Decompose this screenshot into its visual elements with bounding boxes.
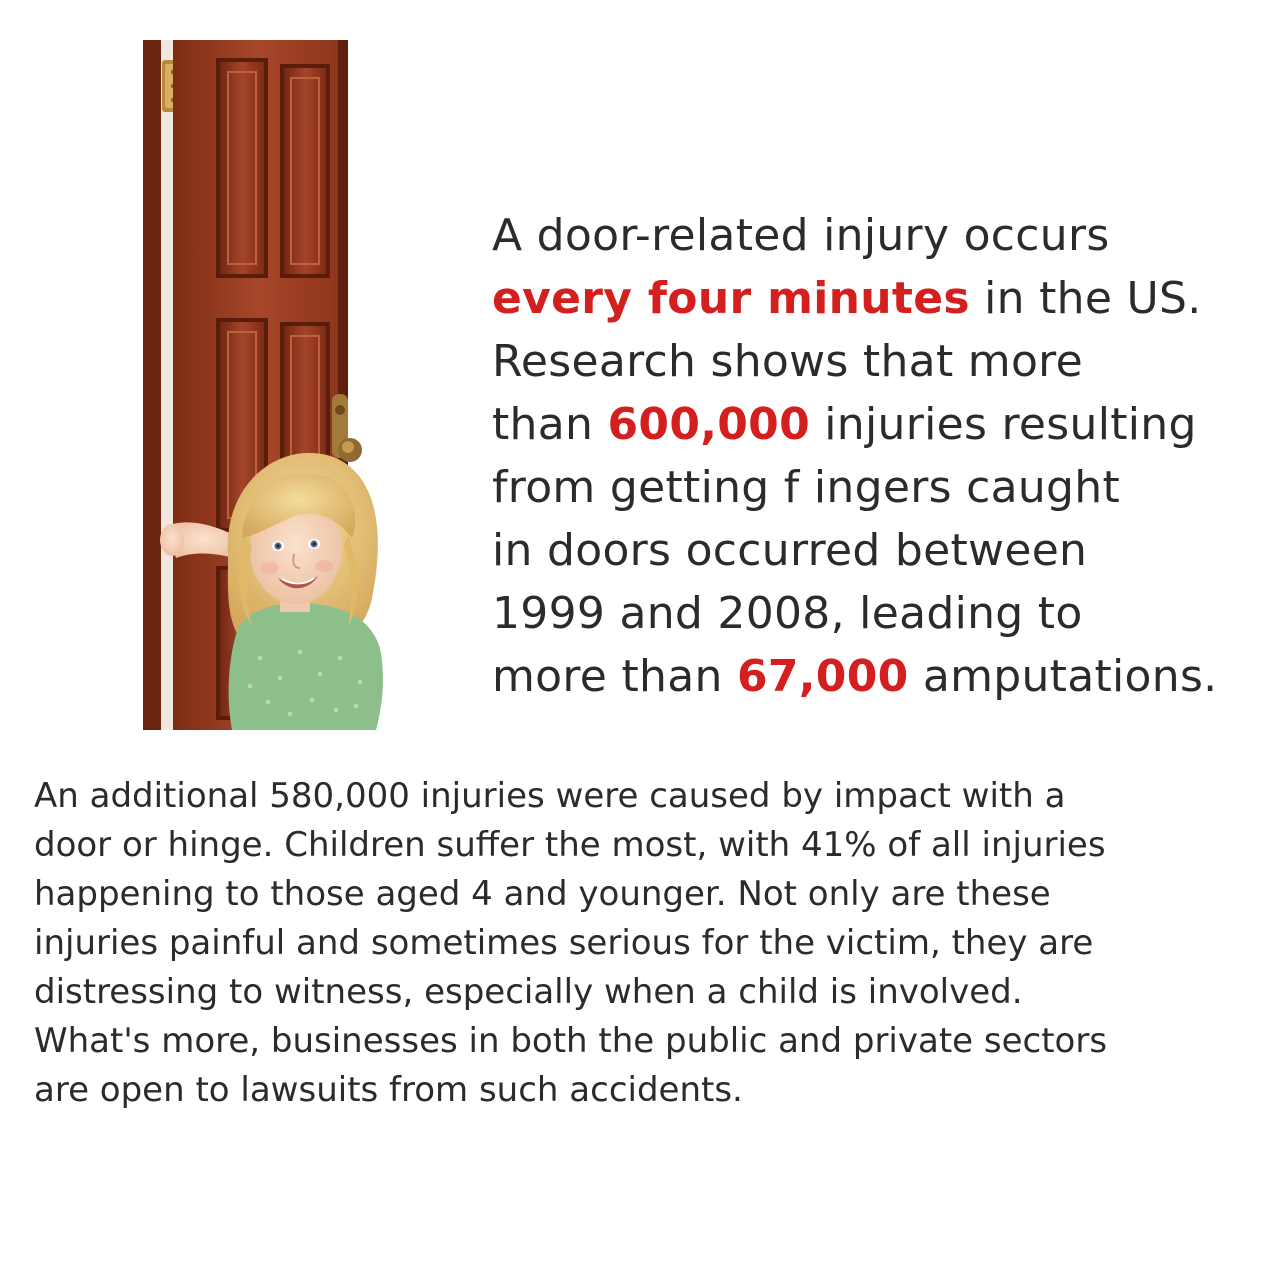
headline-line: Research shows that more [492,336,1083,387]
body-line: happening to those aged 4 and younger. Not only are these [34,874,1051,914]
body-line: An additional 580,000 injuries were caused by impact with a [34,776,1066,816]
door-frame [143,40,173,730]
headline-line [492,267,1280,330]
door-child-illustration [140,38,400,730]
door-knob-icon [332,394,362,462]
highlight-amputation-count: 67,000 [736,651,909,702]
body-line: distressing to witness, especially when a child is involved. [34,972,1023,1012]
headline-text: than [492,399,608,450]
body-line: are open to lawsuits from such accidents. [34,1070,743,1110]
headline-line [492,393,1280,456]
headline-text: amputations. [908,651,1218,702]
headline-text: in the US. [969,273,1202,324]
headline-line: A door-related injury occurs [492,210,1110,261]
headline-line: in doors occurred between [492,525,1088,576]
headline-line: from getting f ingers caught [492,462,1121,513]
headline-statistics [492,204,1280,708]
body-paragraph [34,772,1264,1115]
body-line: What's more, businesses in both the public and private sectors [34,1021,1108,1061]
headline-line: 1999 and 2008, leading to [492,588,1083,639]
headline-line [492,645,1280,708]
body-line: injuries painful and sometimes serious for the victim, they are [34,923,1094,963]
headline-text: more than [492,651,737,702]
body-line: door or hinge. Children suffer the most, with 41% of all injuries [34,825,1106,865]
highlight-frequency: every four minutes [492,273,970,324]
highlight-injury-count: 600,000 [607,399,810,450]
headline-text: injuries resulting [810,399,1197,450]
